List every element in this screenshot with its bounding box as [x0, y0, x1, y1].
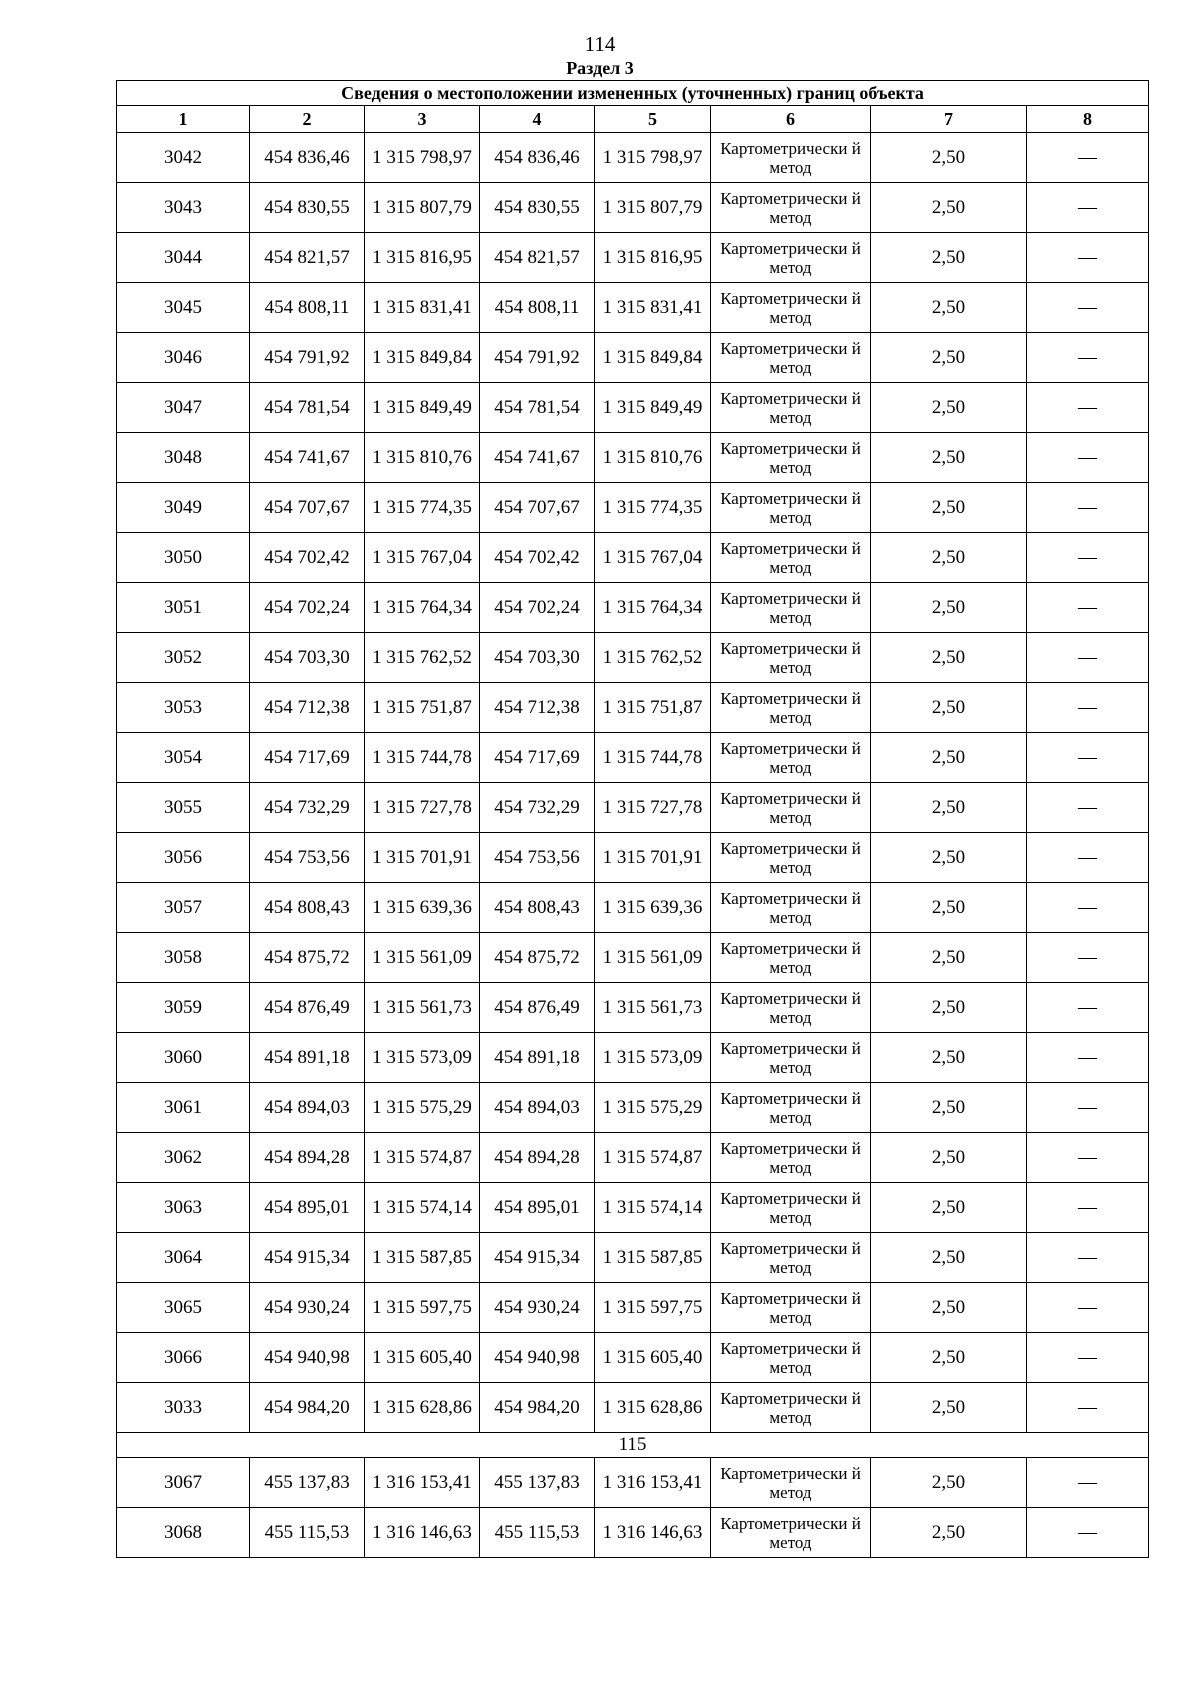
cell-col-5: 1 315 628,86 — [595, 1383, 711, 1433]
cell-col-4: 454 808,43 — [480, 883, 595, 933]
cell-col-7: 2,50 — [871, 233, 1027, 283]
cell-col-8: — — [1027, 1508, 1149, 1558]
cell-col-7: 2,50 — [871, 1083, 1027, 1133]
cell-col-8: — — [1027, 683, 1149, 733]
cell-col-7: 2,50 — [871, 133, 1027, 183]
cell-col-8: — — [1027, 1458, 1149, 1508]
cell-col-6: Картометрически й метод — [711, 1283, 871, 1333]
cell-col-1: 3057 — [117, 883, 250, 933]
cell-col-7: 2,50 — [871, 883, 1027, 933]
table-row — [117, 183, 1149, 233]
cell-col-1: 3053 — [117, 683, 250, 733]
cell-col-5: 1 315 605,40 — [595, 1333, 711, 1383]
cell-col-6: Картометрически й метод — [711, 283, 871, 333]
cell-col-5: 1 315 831,41 — [595, 283, 711, 333]
cell-col-7: 2,50 — [871, 183, 1027, 233]
cell-col-8: — — [1027, 333, 1149, 383]
cell-col-5: 1 315 575,29 — [595, 1083, 711, 1133]
cell-col-4: 454 732,29 — [480, 783, 595, 833]
cell-col-5: 1 315 810,76 — [595, 433, 711, 483]
cell-col-1: 3062 — [117, 1133, 250, 1183]
cell-col-3: 1 315 574,14 — [365, 1183, 480, 1233]
cell-col-6: Картометрически й метод — [711, 183, 871, 233]
cell-col-6: Картометрически й метод — [711, 683, 871, 733]
cell-col-3: 1 315 587,85 — [365, 1233, 480, 1283]
cell-col-5: 1 315 751,87 — [595, 683, 711, 733]
cell-col-6: Картометрически й метод — [711, 333, 871, 383]
cell-col-7: 2,50 — [871, 1183, 1027, 1233]
cell-col-7: 2,50 — [871, 1133, 1027, 1183]
cell-col-8: — — [1027, 1033, 1149, 1083]
table-row — [117, 233, 1149, 283]
table-row — [117, 383, 1149, 433]
cell-col-5: 1 315 798,97 — [595, 133, 711, 183]
cell-col-4: 454 836,46 — [480, 133, 595, 183]
column-header-2: 2 — [250, 106, 365, 133]
cell-col-2: 454 808,11 — [250, 283, 365, 333]
cell-col-7: 2,50 — [871, 583, 1027, 633]
cell-col-3: 1 316 146,63 — [365, 1508, 480, 1558]
cell-col-7: 2,50 — [871, 1333, 1027, 1383]
cell-col-7: 2,50 — [871, 533, 1027, 583]
cell-col-2: 454 821,57 — [250, 233, 365, 283]
cell-col-3: 1 315 639,36 — [365, 883, 480, 933]
table-row — [117, 733, 1149, 783]
cell-col-2: 454 808,43 — [250, 883, 365, 933]
table-row — [117, 683, 1149, 733]
cell-col-2: 454 732,29 — [250, 783, 365, 833]
table-row — [117, 833, 1149, 883]
table-row — [117, 783, 1149, 833]
cell-col-2: 454 753,56 — [250, 833, 365, 883]
cell-col-5: 1 315 701,91 — [595, 833, 711, 883]
cell-col-8: — — [1027, 783, 1149, 833]
cell-col-8: — — [1027, 133, 1149, 183]
cell-col-4: 454 895,01 — [480, 1183, 595, 1233]
cell-col-5: 1 316 146,63 — [595, 1508, 711, 1558]
table-row — [117, 1183, 1149, 1233]
cell-col-3: 1 315 575,29 — [365, 1083, 480, 1133]
cell-col-4: 454 940,98 — [480, 1333, 595, 1383]
cell-col-1: 3033 — [117, 1383, 250, 1433]
cell-col-6: Картометрически й метод — [711, 1183, 871, 1233]
cell-col-4: 454 821,57 — [480, 233, 595, 283]
cell-col-6: Картометрически й метод — [711, 133, 871, 183]
page-number: 114 — [584, 32, 616, 56]
cell-col-1: 3061 — [117, 1083, 250, 1133]
cell-col-7: 2,50 — [871, 433, 1027, 483]
cell-col-6: Картометрически й метод — [711, 833, 871, 883]
cell-col-3: 1 315 597,75 — [365, 1283, 480, 1333]
cell-col-4: 454 891,18 — [480, 1033, 595, 1083]
cell-col-4: 454 875,72 — [480, 933, 595, 983]
table-row — [117, 933, 1149, 983]
table-row — [117, 483, 1149, 533]
cell-col-2: 454 930,24 — [250, 1283, 365, 1333]
table-row — [117, 1283, 1149, 1333]
cell-col-5: 1 315 849,84 — [595, 333, 711, 383]
cell-col-1: 3049 — [117, 483, 250, 533]
cell-col-3: 1 315 628,86 — [365, 1383, 480, 1433]
cell-col-5: 1 315 574,87 — [595, 1133, 711, 1183]
cell-col-2: 454 707,67 — [250, 483, 365, 533]
cell-col-3: 1 315 727,78 — [365, 783, 480, 833]
cell-col-4: 454 915,34 — [480, 1233, 595, 1283]
cell-col-8: — — [1027, 1233, 1149, 1283]
cell-col-6: Картометрически й метод — [711, 1458, 871, 1508]
cell-col-6: Картометрически й метод — [711, 733, 871, 783]
table-row — [117, 133, 1149, 183]
cell-col-7: 2,50 — [871, 1033, 1027, 1083]
cell-col-1: 3064 — [117, 1233, 250, 1283]
table-row — [117, 1083, 1149, 1133]
cell-col-3: 1 315 831,41 — [365, 283, 480, 333]
cell-col-3: 1 315 574,87 — [365, 1133, 480, 1183]
cell-col-5: 1 315 816,95 — [595, 233, 711, 283]
column-header-1: 1 — [117, 106, 250, 133]
cell-col-2: 454 894,03 — [250, 1083, 365, 1133]
cell-col-1: 3043 — [117, 183, 250, 233]
cell-col-7: 2,50 — [871, 1458, 1027, 1508]
cell-col-6: Картометрически й метод — [711, 1333, 871, 1383]
cell-col-1: 3052 — [117, 633, 250, 683]
cell-col-1: 3047 — [117, 383, 250, 433]
cell-col-8: — — [1027, 1283, 1149, 1333]
cell-col-3: 1 315 561,09 — [365, 933, 480, 983]
table-row — [117, 1458, 1149, 1508]
cell-col-5: 1 315 774,35 — [595, 483, 711, 533]
table-row — [117, 333, 1149, 383]
cell-col-7: 2,50 — [871, 1283, 1027, 1333]
cell-col-5: 1 315 561,73 — [595, 983, 711, 1033]
cell-col-8: — — [1027, 983, 1149, 1033]
table-row — [117, 1383, 1149, 1433]
cell-col-4: 454 712,38 — [480, 683, 595, 733]
table-row — [117, 533, 1149, 583]
cell-col-6: Картометрически й метод — [711, 933, 871, 983]
cell-col-3: 1 315 810,76 — [365, 433, 480, 483]
column-header-7: 7 — [871, 106, 1027, 133]
cell-col-5: 1 315 849,49 — [595, 383, 711, 433]
cell-col-8: — — [1027, 183, 1149, 233]
column-header-5: 5 — [595, 106, 711, 133]
cell-col-2: 454 791,92 — [250, 333, 365, 383]
cell-col-5: 1 315 762,52 — [595, 633, 711, 683]
cell-col-6: Картометрически й метод — [711, 1083, 871, 1133]
cell-col-6: Картометрически й метод — [711, 433, 871, 483]
cell-col-3: 1 315 701,91 — [365, 833, 480, 883]
cell-col-4: 454 717,69 — [480, 733, 595, 783]
cell-col-2: 454 712,38 — [250, 683, 365, 733]
cell-col-2: 454 836,46 — [250, 133, 365, 183]
cell-col-2: 454 830,55 — [250, 183, 365, 233]
cell-col-5: 1 315 807,79 — [595, 183, 711, 233]
cell-col-3: 1 315 816,95 — [365, 233, 480, 283]
cell-col-2: 454 894,28 — [250, 1133, 365, 1183]
cell-col-8: — — [1027, 383, 1149, 433]
cell-col-1: 3054 — [117, 733, 250, 783]
cell-col-7: 2,50 — [871, 733, 1027, 783]
cell-col-3: 1 315 807,79 — [365, 183, 480, 233]
cell-col-3: 1 315 605,40 — [365, 1333, 480, 1383]
cell-col-1: 3058 — [117, 933, 250, 983]
cell-col-6: Картометрически й метод — [711, 1383, 871, 1433]
cell-col-8: — — [1027, 283, 1149, 333]
table-row — [117, 583, 1149, 633]
column-header-3: 3 — [365, 106, 480, 133]
cell-col-5: 1 315 639,36 — [595, 883, 711, 933]
cell-col-2: 454 741,67 — [250, 433, 365, 483]
column-header-8: 8 — [1027, 106, 1149, 133]
table-row — [117, 433, 1149, 483]
cell-col-4: 454 930,24 — [480, 1283, 595, 1333]
cell-col-3: 1 315 849,49 — [365, 383, 480, 433]
cell-col-4: 454 702,24 — [480, 583, 595, 633]
cell-col-1: 3051 — [117, 583, 250, 633]
cell-col-4: 454 808,11 — [480, 283, 595, 333]
table-caption: Сведения о местоположении измененных (уточненных) границ объекта — [117, 81, 1149, 106]
column-header-4: 4 — [480, 106, 595, 133]
group-label-row — [117, 1433, 1149, 1458]
cell-col-4: 454 781,54 — [480, 383, 595, 433]
cell-col-4: 455 115,53 — [480, 1508, 595, 1558]
cell-col-2: 454 781,54 — [250, 383, 365, 433]
cell-col-8: — — [1027, 633, 1149, 683]
cell-col-6: Картометрически й метод — [711, 1233, 871, 1283]
cell-col-7: 2,50 — [871, 483, 1027, 533]
cell-col-8: — — [1027, 933, 1149, 983]
cell-col-8: — — [1027, 533, 1149, 583]
cell-col-6: Картометрически й метод — [711, 233, 871, 283]
cell-col-5: 1 315 767,04 — [595, 533, 711, 583]
cell-col-6: Картометрически й метод — [711, 483, 871, 533]
cell-col-1: 3060 — [117, 1033, 250, 1083]
cell-col-6: Картометрически й метод — [711, 633, 871, 683]
cell-col-2: 454 875,72 — [250, 933, 365, 983]
cell-col-6: Картометрически й метод — [711, 583, 871, 633]
cell-col-8: — — [1027, 1333, 1149, 1383]
table-row — [117, 633, 1149, 683]
cell-col-2: 455 137,83 — [250, 1458, 365, 1508]
cell-col-8: — — [1027, 883, 1149, 933]
cell-col-7: 2,50 — [871, 933, 1027, 983]
cell-col-2: 454 895,01 — [250, 1183, 365, 1233]
cell-col-7: 2,50 — [871, 683, 1027, 733]
cell-col-6: Картометрически й метод — [711, 883, 871, 933]
cell-col-2: 454 891,18 — [250, 1033, 365, 1083]
cell-col-8: — — [1027, 1383, 1149, 1433]
cell-col-8: — — [1027, 1083, 1149, 1133]
cell-col-7: 2,50 — [871, 633, 1027, 683]
cell-col-5: 1 315 744,78 — [595, 733, 711, 783]
cell-col-4: 454 830,55 — [480, 183, 595, 233]
table-row — [117, 1233, 1149, 1283]
cell-col-7: 2,50 — [871, 1383, 1027, 1433]
cell-col-5: 1 315 561,09 — [595, 933, 711, 983]
cell-col-8: — — [1027, 583, 1149, 633]
cell-col-4: 454 702,42 — [480, 533, 595, 583]
cell-col-8: — — [1027, 433, 1149, 483]
cell-col-4: 454 876,49 — [480, 983, 595, 1033]
cell-col-5: 1 315 573,09 — [595, 1033, 711, 1083]
cell-col-3: 1 315 798,97 — [365, 133, 480, 183]
table-row — [117, 983, 1149, 1033]
cell-col-1: 3056 — [117, 833, 250, 883]
cell-col-4: 454 753,56 — [480, 833, 595, 883]
cell-col-2: 454 703,30 — [250, 633, 365, 683]
cell-col-7: 2,50 — [871, 333, 1027, 383]
cell-col-3: 1 315 764,34 — [365, 583, 480, 633]
cell-col-4: 454 894,03 — [480, 1083, 595, 1133]
cell-col-3: 1 315 774,35 — [365, 483, 480, 533]
cell-col-2: 454 940,98 — [250, 1333, 365, 1383]
cell-col-7: 2,50 — [871, 783, 1027, 833]
cell-col-6: Картометрически й метод — [711, 1033, 871, 1083]
table-row — [117, 1333, 1149, 1383]
cell-col-3: 1 315 849,84 — [365, 333, 480, 383]
cell-col-1: 3048 — [117, 433, 250, 483]
group-label: 115 — [117, 1433, 1149, 1458]
cell-col-4: 454 703,30 — [480, 633, 595, 683]
cell-col-3: 1 315 744,78 — [365, 733, 480, 783]
cell-col-1: 3055 — [117, 783, 250, 833]
cell-col-1: 3068 — [117, 1508, 250, 1558]
cell-col-1: 3065 — [117, 1283, 250, 1333]
cell-col-4: 454 741,67 — [480, 433, 595, 483]
cell-col-8: — — [1027, 833, 1149, 883]
cell-col-1: 3066 — [117, 1333, 250, 1383]
cell-col-5: 1 315 764,34 — [595, 583, 711, 633]
cell-col-6: Картометрически й метод — [711, 383, 871, 433]
cell-col-8: — — [1027, 1183, 1149, 1233]
cell-col-7: 2,50 — [871, 983, 1027, 1033]
cell-col-1: 3045 — [117, 283, 250, 333]
cell-col-1: 3046 — [117, 333, 250, 383]
cell-col-2: 454 876,49 — [250, 983, 365, 1033]
cell-col-2: 454 702,24 — [250, 583, 365, 633]
cell-col-3: 1 315 762,52 — [365, 633, 480, 683]
cell-col-6: Картометрически й метод — [711, 1133, 871, 1183]
cell-col-8: — — [1027, 733, 1149, 783]
cell-col-8: — — [1027, 233, 1149, 283]
cell-col-6: Картометрически й метод — [711, 783, 871, 833]
cell-col-6: Картометрически й метод — [711, 1508, 871, 1558]
table-row — [117, 283, 1149, 333]
cell-col-4: 454 984,20 — [480, 1383, 595, 1433]
section-title: Раздел 3 — [566, 58, 634, 78]
cell-col-3: 1 316 153,41 — [365, 1458, 480, 1508]
cell-col-4: 454 894,28 — [480, 1133, 595, 1183]
table-row — [117, 1508, 1149, 1558]
cell-col-7: 2,50 — [871, 383, 1027, 433]
cell-col-2: 454 717,69 — [250, 733, 365, 783]
cell-col-4: 454 791,92 — [480, 333, 595, 383]
cell-col-5: 1 316 153,41 — [595, 1458, 711, 1508]
cell-col-1: 3067 — [117, 1458, 250, 1508]
cell-col-2: 454 702,42 — [250, 533, 365, 583]
cell-col-4: 455 137,83 — [480, 1458, 595, 1508]
cell-col-8: — — [1027, 483, 1149, 533]
cell-col-3: 1 315 573,09 — [365, 1033, 480, 1083]
cell-col-2: 454 984,20 — [250, 1383, 365, 1433]
cell-col-5: 1 315 597,75 — [595, 1283, 711, 1333]
cell-col-2: 454 915,34 — [250, 1233, 365, 1283]
cell-col-1: 3063 — [117, 1183, 250, 1233]
table-row — [117, 1033, 1149, 1083]
cell-col-3: 1 315 767,04 — [365, 533, 480, 583]
cell-col-7: 2,50 — [871, 1508, 1027, 1558]
cell-col-4: 454 707,67 — [480, 483, 595, 533]
cell-col-5: 1 315 587,85 — [595, 1233, 711, 1283]
cell-col-8: — — [1027, 1133, 1149, 1183]
column-header-6: 6 — [711, 106, 871, 133]
cell-col-7: 2,50 — [871, 283, 1027, 333]
cell-col-5: 1 315 727,78 — [595, 783, 711, 833]
cell-col-6: Картометрически й метод — [711, 983, 871, 1033]
cell-col-1: 3050 — [117, 533, 250, 583]
cell-col-7: 2,50 — [871, 833, 1027, 883]
cell-col-6: Картометрически й метод — [711, 533, 871, 583]
cell-col-2: 455 115,53 — [250, 1508, 365, 1558]
cell-col-3: 1 315 561,73 — [365, 983, 480, 1033]
cell-col-1: 3059 — [117, 983, 250, 1033]
cell-col-1: 3044 — [117, 233, 250, 283]
coordinates-table — [116, 80, 1149, 1558]
cell-col-3: 1 315 751,87 — [365, 683, 480, 733]
table-row — [117, 1133, 1149, 1183]
cell-col-1: 3042 — [117, 133, 250, 183]
cell-col-7: 2,50 — [871, 1233, 1027, 1283]
cell-col-5: 1 315 574,14 — [595, 1183, 711, 1233]
table-row — [117, 883, 1149, 933]
